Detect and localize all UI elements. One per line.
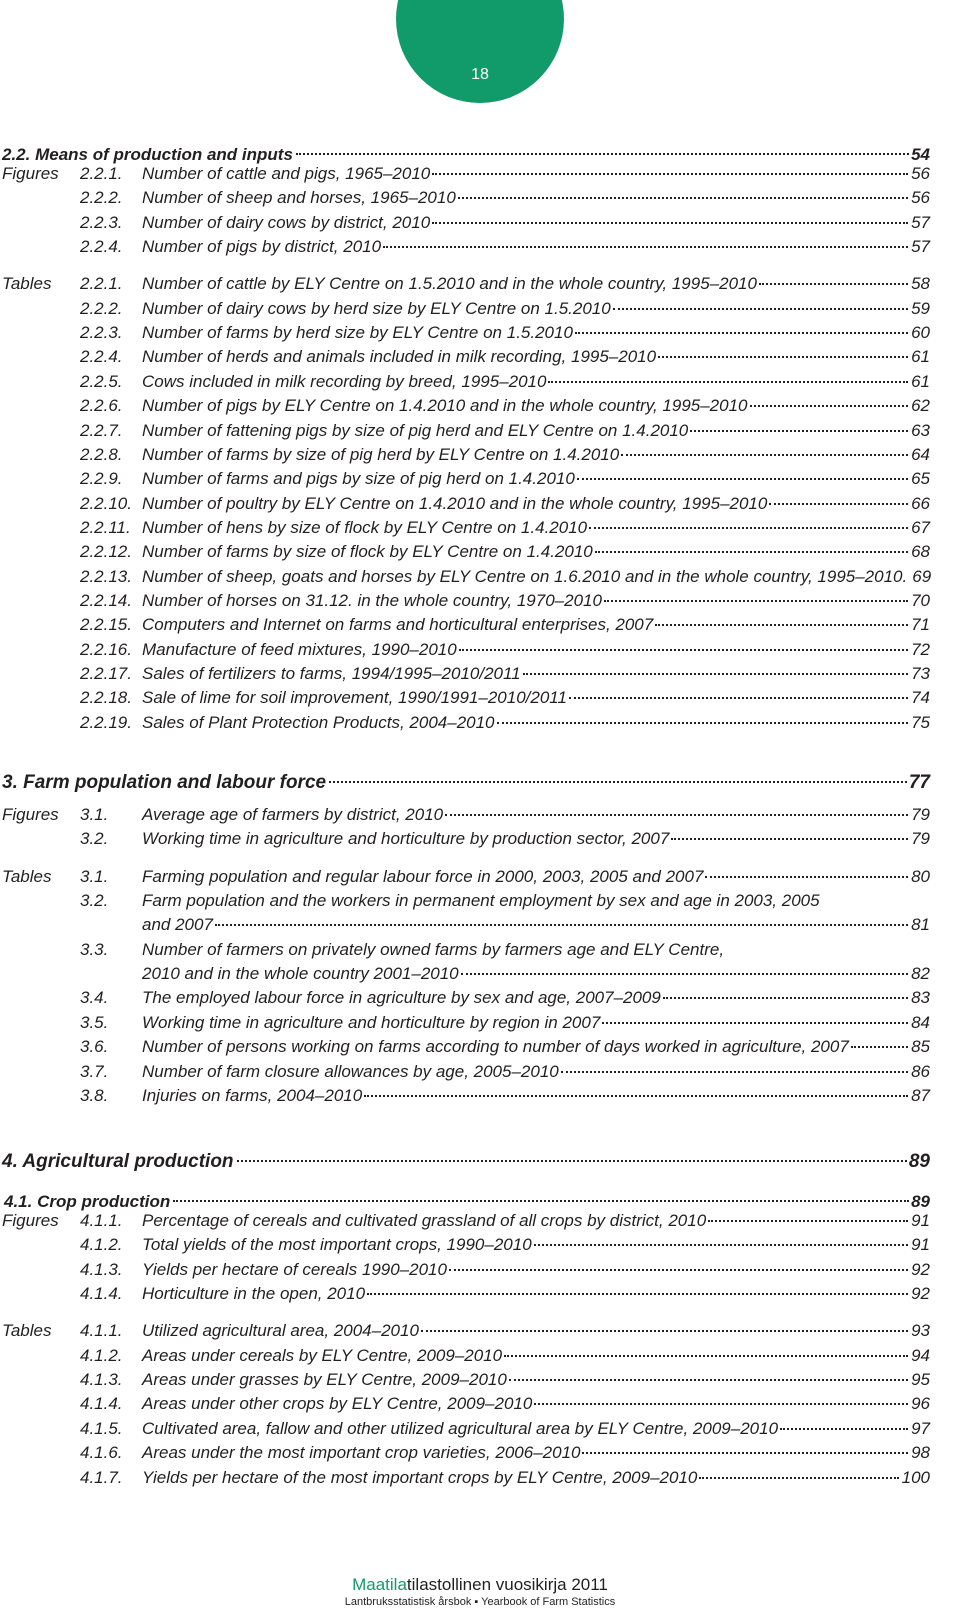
entry-number: 4.1.6. xyxy=(80,1443,123,1463)
entry-number: 2.2.11. xyxy=(80,517,131,537)
entry-leader xyxy=(142,347,930,367)
entry-title: Number of pigs by district, 2010 xyxy=(142,237,382,257)
toc-entry[interactable] xyxy=(0,494,960,516)
entry-title: Computers and Internet on farms and horticultural enterprises, 2007 xyxy=(142,615,654,635)
toc-entry[interactable] xyxy=(0,615,960,637)
entry-number: 2.2.5. xyxy=(80,371,123,391)
entry-leader xyxy=(142,421,930,441)
toc-entry[interactable] xyxy=(0,664,960,686)
entry-number: 4.1.5. xyxy=(80,1418,123,1438)
toc-entry[interactable] xyxy=(0,1284,960,1306)
section-heading-title: 3. Farm population and labour force xyxy=(2,772,327,793)
toc-entry[interactable] xyxy=(0,1086,960,1108)
entry-leader xyxy=(142,640,930,660)
page-number: 18 xyxy=(471,66,489,83)
dot-leader xyxy=(604,600,908,602)
dot-leader xyxy=(173,1200,909,1202)
toc-entry[interactable] xyxy=(0,688,960,710)
entry-number: 4.1.3. xyxy=(80,1259,123,1279)
toc-entry[interactable] xyxy=(0,567,960,589)
entry-title: Areas under cereals by ELY Centre, 2009–2010 xyxy=(142,1345,503,1365)
entry-page: 97 xyxy=(911,1418,930,1438)
entry-number: 4.1.2. xyxy=(80,1235,123,1255)
toc-entry[interactable] xyxy=(0,518,960,540)
entry-page: 81 xyxy=(911,915,930,935)
dot-leader xyxy=(534,1244,908,1246)
toc-entry[interactable] xyxy=(0,164,960,186)
category-label: Tables xyxy=(2,274,52,294)
entry-leader xyxy=(142,915,930,935)
entry-page: 74 xyxy=(911,688,930,708)
section-heading-page: 77 xyxy=(908,772,930,793)
entry-title: Number of horses on 31.12. in the whole country, 1970–2010 xyxy=(142,590,602,610)
entry-number: 4.1.2. xyxy=(80,1345,123,1365)
entry-title: Percentage of cereals and cultivated grassland of all crops by district, 2010 xyxy=(142,1211,707,1230)
category-label: Tables xyxy=(2,1321,52,1341)
entry-leader xyxy=(142,664,930,684)
entry-number: 3.3. xyxy=(80,939,109,959)
section-heading-leader xyxy=(2,772,930,794)
entry-leader xyxy=(142,188,930,208)
toc-entry[interactable] xyxy=(0,1370,960,1392)
entry-title: Areas under other crops by ELY Centre, 2009–2010 xyxy=(142,1394,533,1414)
dot-leader xyxy=(613,308,908,310)
entry-leader xyxy=(142,1284,930,1304)
section-heading-title: 4. Agricultural production xyxy=(2,1151,234,1172)
toc-entry[interactable] xyxy=(0,988,960,1010)
dot-leader xyxy=(851,1046,908,1048)
entry-title: Number of sheep, goats and horses by ELY Centre on 1.6.2010 and in the whole country, 1995–2010. xyxy=(142,566,908,586)
toc-entry[interactable] xyxy=(0,1037,960,1059)
dot-leader xyxy=(523,673,908,675)
entry-page: 64 xyxy=(911,444,930,464)
entry-title: Average age of farmers by district, 2010 xyxy=(142,805,444,824)
section-heading-title: 2.2. Means of production and inputs xyxy=(2,145,293,164)
entry-title: Total yields of the most important crops, 1990–2010 xyxy=(142,1235,532,1255)
dot-leader xyxy=(421,1330,908,1332)
entry-page: 59 xyxy=(911,298,930,318)
dot-leader xyxy=(432,222,908,224)
dot-leader xyxy=(364,1095,908,1097)
entry-page: 82 xyxy=(911,964,930,984)
entry-number: 2.2.10. xyxy=(80,493,132,513)
dot-leader xyxy=(367,1293,908,1295)
entry-number: 2.2.15. xyxy=(80,615,132,635)
footer-brand-rest: tilastollinen vuosikirja 2011 xyxy=(406,1575,608,1594)
entry-leader xyxy=(142,469,930,489)
toc-entry[interactable] xyxy=(0,1443,960,1465)
entry-number: 3.5. xyxy=(80,1012,109,1032)
toc-entry[interactable] xyxy=(0,188,960,210)
entry-title: Injuries on farms, 2004–2010 xyxy=(142,1085,363,1105)
entry-page: 87 xyxy=(911,1085,930,1105)
entry-leader xyxy=(142,323,930,343)
entry-title: Cows included in milk recording by breed, 1995–2010 xyxy=(142,371,547,391)
toc-entry[interactable] xyxy=(0,347,960,369)
dot-leader xyxy=(582,1452,908,1454)
entry-number: 2.2.9. xyxy=(80,469,123,489)
toc-entry[interactable] xyxy=(0,445,960,467)
entry-number: 3.6. xyxy=(80,1037,109,1057)
toc-entry[interactable] xyxy=(0,1235,960,1257)
entry-title: Number of sheep and horses, 1965–2010 xyxy=(142,188,456,208)
entry-leader xyxy=(142,964,930,984)
entry-leader xyxy=(142,542,930,562)
entry-page: 56 xyxy=(911,164,930,183)
entry-number: 4.1.1. xyxy=(80,1321,123,1341)
entry-page: 91 xyxy=(911,1235,930,1255)
entry-title: Cultivated area, fallow and other utilized agricultural area by ELY Centre, 2009–2010 xyxy=(142,1418,779,1438)
entry-leader xyxy=(142,1468,930,1488)
entry-number: 4.1.4. xyxy=(80,1284,123,1304)
toc-entry[interactable] xyxy=(0,867,960,889)
entry-leader xyxy=(142,1443,930,1463)
entry-title: Number of farms by herd size by ELY Centre on 1.5.2010 xyxy=(142,323,573,343)
entry-number: 4.1.1. xyxy=(80,1211,123,1230)
entry-leader xyxy=(142,567,930,587)
toc-entry[interactable] xyxy=(0,1321,960,1343)
toc-entry[interactable] xyxy=(0,591,960,613)
entry-page: 62 xyxy=(911,396,930,416)
dot-leader xyxy=(383,246,908,248)
entry-leader xyxy=(142,518,930,538)
entry-number: 2.2.12. xyxy=(80,542,132,562)
dot-leader xyxy=(569,697,908,699)
toc-entry[interactable] xyxy=(0,1211,960,1233)
footer-brand-green: Maatila xyxy=(352,1575,407,1594)
dot-leader xyxy=(215,924,908,926)
category-label: Figures xyxy=(2,164,59,183)
entry-title: Number of farms by size of pig herd by ELY Centre on 1.4.2010 xyxy=(142,444,620,464)
entry-leader xyxy=(142,396,930,416)
entry-leader xyxy=(142,713,930,733)
entry-number: 2.2.13. xyxy=(80,566,132,586)
entry-page: 93 xyxy=(911,1321,930,1341)
entry-leader xyxy=(142,1013,930,1033)
dot-leader xyxy=(595,551,908,553)
entry-number: 4.1.4. xyxy=(80,1394,123,1414)
entry-title: Areas under the most important crop varieties, 2006–2010 xyxy=(142,1443,581,1463)
footer-title xyxy=(0,1575,960,1595)
entry-leader xyxy=(142,237,930,257)
entry-leader xyxy=(142,1394,930,1414)
toc-entry[interactable] xyxy=(0,640,960,662)
entry-page: 61 xyxy=(911,371,930,391)
entry-page: 83 xyxy=(911,988,930,1008)
entry-page: 80 xyxy=(911,866,930,886)
entry-title-line: Farm population and the workers in permanent employment by sex and age in 2003, 2005 xyxy=(142,891,820,911)
entry-title: Working time in agriculture and horticulture by production sector, 2007 xyxy=(142,829,670,849)
dot-leader xyxy=(575,332,908,334)
dot-leader xyxy=(459,649,908,651)
dot-leader xyxy=(561,1071,908,1073)
dot-leader xyxy=(690,430,908,432)
entry-leader xyxy=(142,867,930,887)
entry-page: 61 xyxy=(911,347,930,367)
entry-leader xyxy=(142,372,930,392)
entry-number: 3.4. xyxy=(80,988,109,1008)
entry-page: 92 xyxy=(911,1284,930,1304)
entry-title: 2010 and in the whole country 2001–2010 xyxy=(142,964,459,984)
entry-number: 2.2.14. xyxy=(80,590,132,610)
toc-entry[interactable] xyxy=(0,1013,960,1035)
entry-page: 65 xyxy=(911,469,930,489)
dot-leader xyxy=(445,814,908,816)
entry-title: Number of dairy cows by herd size by ELY Centre on 1.5.2010 xyxy=(142,298,611,318)
entry-title: Sale of lime for soil improvement, 1990/1991–2010/2011 xyxy=(142,688,567,708)
dot-leader xyxy=(663,997,908,999)
entry-page: 85 xyxy=(911,1037,930,1057)
entry-page: 63 xyxy=(911,420,930,440)
section-heading-page: 54 xyxy=(911,145,930,164)
entry-leader xyxy=(142,494,930,514)
dot-leader xyxy=(671,838,908,840)
entry-page: 86 xyxy=(911,1061,930,1081)
dot-leader xyxy=(750,405,909,407)
section-heading-title: 4.1. Crop production xyxy=(4,1192,171,1211)
dot-leader xyxy=(769,503,908,505)
entry-leader xyxy=(142,988,930,1008)
toc-entry[interactable] xyxy=(0,237,960,259)
entry-leader xyxy=(142,1419,930,1439)
toc-entry[interactable] xyxy=(0,1419,960,1441)
entry-title: Working time in agriculture and horticulture by region in 2007 xyxy=(142,1012,601,1032)
entry-title: Yields per hectare of the most important crops by ELY Centre, 2009–2010 xyxy=(142,1467,698,1487)
entry-leader xyxy=(142,1211,930,1231)
entry-title: Manufacture of feed mixtures, 1990–2010 xyxy=(142,639,457,659)
section-heading-page: 89 xyxy=(908,1151,930,1172)
toc-entry[interactable] xyxy=(0,1062,960,1084)
entry-number: 3.8. xyxy=(80,1085,109,1105)
dot-leader xyxy=(699,1477,898,1479)
entry-page: 72 xyxy=(911,639,930,659)
entry-page: 100 xyxy=(901,1467,930,1487)
category-label: Tables xyxy=(2,866,52,886)
entry-leader xyxy=(142,1037,930,1057)
footer-subtitle: Lantbruksstatistisk årsbok ▪ Yearbook of Farm Statistics xyxy=(344,1596,616,1608)
entry-page: 60 xyxy=(911,323,930,343)
toc-entry[interactable] xyxy=(0,274,960,296)
entry-leader xyxy=(142,829,930,849)
section-heading-leader xyxy=(2,1151,930,1173)
entry-title: Number of hens by size of flock by ELY Centre on 1.4.2010 xyxy=(142,517,588,537)
entry-title: Number of poultry by ELY Centre on 1.4.2010 and in the whole country, 1995–2010 xyxy=(142,493,768,513)
entry-title: Number of farm closure allowances by age, 2005–2010 xyxy=(142,1061,559,1081)
entry-page: 70 xyxy=(911,590,930,610)
entry-number: 3.1. xyxy=(80,805,109,824)
entry-page: 69 xyxy=(912,566,932,586)
entry-title: Number of fattening pigs by size of pig herd and ELY Centre on 1.4.2010 xyxy=(142,420,689,440)
dot-leader xyxy=(237,1160,907,1162)
toc-entry[interactable] xyxy=(0,1468,960,1490)
toc-entry[interactable] xyxy=(0,805,960,827)
section-heading-leader xyxy=(4,1192,930,1212)
entry-number: 4.1.3. xyxy=(80,1370,123,1390)
entry-title: Farming population and regular labour force in 2000, 2003, 2005 and 2007 xyxy=(142,866,704,886)
dot-leader xyxy=(577,478,908,480)
entry-leader xyxy=(142,164,930,184)
entry-title: Number of farms by size of flock by ELY Centre on 1.4.2010 xyxy=(142,542,593,562)
dot-leader xyxy=(534,1403,908,1405)
entry-number: 2.2.1. xyxy=(80,274,123,294)
dot-leader xyxy=(780,1428,908,1430)
toc-entry[interactable] xyxy=(0,299,960,321)
category-label: Figures xyxy=(2,805,59,824)
dot-leader xyxy=(621,454,908,456)
entry-leader xyxy=(142,274,930,294)
toc-entry[interactable] xyxy=(0,713,960,735)
entry-page: 96 xyxy=(911,1394,930,1414)
page-number-badge xyxy=(396,0,564,103)
toc-entry[interactable] xyxy=(0,1260,960,1282)
entry-leader xyxy=(142,1346,930,1366)
entry-leader xyxy=(142,1086,930,1106)
entry-number: 2.2.16. xyxy=(80,639,132,659)
entry-leader xyxy=(142,615,930,635)
toc-entry[interactable] xyxy=(0,891,960,935)
toc-entry[interactable] xyxy=(0,372,960,394)
entry-number: 2.2.4. xyxy=(80,237,123,257)
entry-page: 66 xyxy=(911,493,930,513)
entry-title: Number of herds and animals included in milk recording, 1995–2010 xyxy=(142,347,657,367)
entry-number: 3.1. xyxy=(80,866,109,886)
entry-title: Sales of Plant Protection Products, 2004–2010 xyxy=(142,712,495,732)
entry-page: 58 xyxy=(911,274,930,294)
dot-leader xyxy=(655,624,908,626)
entry-page: 94 xyxy=(911,1345,930,1365)
dot-leader xyxy=(589,527,908,529)
entry-leader xyxy=(142,445,930,465)
entry-page: 92 xyxy=(911,1259,930,1279)
toc-entry[interactable] xyxy=(0,469,960,491)
entry-number: 2.2.6. xyxy=(80,396,123,416)
section-heading-page: 89 xyxy=(911,1192,930,1211)
entry-leader xyxy=(142,591,930,611)
entry-number: 2.2.3. xyxy=(80,323,123,343)
entry-number: 3.2. xyxy=(80,829,109,849)
dot-leader xyxy=(461,973,908,975)
dot-leader xyxy=(509,1379,908,1381)
entry-number: 4.1.7. xyxy=(80,1467,123,1487)
toc-entry[interactable] xyxy=(0,396,960,418)
dot-leader xyxy=(504,1355,908,1357)
entry-number: 2.2.3. xyxy=(80,212,123,232)
dot-leader xyxy=(296,153,909,155)
toc-entry[interactable] xyxy=(0,829,960,851)
dot-leader xyxy=(329,781,907,783)
entry-page: 67 xyxy=(911,517,930,537)
entry-title: Number of cattle and pigs, 1965–2010 xyxy=(142,164,431,183)
entry-leader xyxy=(142,688,930,708)
toc-entry[interactable] xyxy=(0,939,960,984)
dot-leader xyxy=(705,876,908,878)
entry-number: 2.2.17. xyxy=(80,664,132,683)
entry-title: Utilized agricultural area, 2004–2010 xyxy=(142,1321,419,1341)
entry-leader xyxy=(142,1321,930,1341)
section-heading-leader xyxy=(2,145,930,165)
entry-title: and 2007 xyxy=(142,915,213,935)
entry-number: 2.2.8. xyxy=(80,444,123,464)
entry-number: 2.2.18. xyxy=(80,688,132,708)
toc-entry[interactable] xyxy=(0,213,960,235)
entry-page: 79 xyxy=(911,805,930,824)
entry-number: 3.2. xyxy=(80,891,109,911)
entry-page: 75 xyxy=(911,712,930,732)
entry-leader xyxy=(142,1062,930,1082)
entry-page: 68 xyxy=(911,542,930,562)
dot-leader xyxy=(708,1220,908,1222)
entry-leader xyxy=(142,1370,930,1390)
toc-entry[interactable] xyxy=(0,421,960,443)
dot-leader xyxy=(432,173,908,175)
entry-title: Sales of fertilizers to farms, 1994/1995–2010/2011 xyxy=(142,664,521,683)
dot-leader xyxy=(458,197,908,199)
entry-number: 2.2.2. xyxy=(80,188,123,208)
entry-page: 84 xyxy=(911,1012,930,1032)
toc-entry[interactable] xyxy=(0,1346,960,1368)
entry-page: 73 xyxy=(911,664,930,683)
dot-leader xyxy=(658,356,908,358)
entry-leader xyxy=(142,1260,930,1280)
entry-number: 3.7. xyxy=(80,1061,109,1081)
dot-leader xyxy=(548,381,908,383)
toc-entry[interactable] xyxy=(0,323,960,345)
entry-page: 57 xyxy=(911,212,930,232)
entry-number: 2.2.19. xyxy=(80,712,132,732)
dot-leader xyxy=(449,1269,908,1271)
dot-leader xyxy=(759,283,908,285)
entry-title: Number of persons working on farms according to number of days worked in agriculture, 2007 xyxy=(142,1037,849,1057)
entry-page: 95 xyxy=(911,1370,930,1390)
entry-leader xyxy=(142,805,930,825)
entry-title: Horticulture in the open, 2010 xyxy=(142,1284,366,1304)
entry-page: 56 xyxy=(911,188,930,208)
entry-number: 2.2.2. xyxy=(80,298,123,318)
entry-number: 2.2.7. xyxy=(80,420,123,440)
entry-leader xyxy=(142,299,930,319)
entry-title: Number of farms and pigs by size of pig herd on 1.4.2010 xyxy=(142,469,575,489)
entry-page: 71 xyxy=(911,615,930,635)
entry-page: 79 xyxy=(911,829,930,849)
entry-page: 57 xyxy=(911,237,930,257)
entry-title: Areas under grasses by ELY Centre, 2009–2010 xyxy=(142,1370,507,1390)
entry-title: Yields per hectare of cereals 1990–2010 xyxy=(142,1259,447,1279)
dot-leader xyxy=(602,1022,908,1024)
entry-page: 98 xyxy=(911,1443,930,1463)
toc-entry[interactable] xyxy=(0,542,960,564)
entry-number: 2.2.1. xyxy=(80,164,123,183)
entry-title: Number of pigs by ELY Centre on 1.4.2010 and in the whole country, 1995–2010 xyxy=(142,396,748,416)
entry-title-line: Number of farmers on privately owned farms by farmers age and ELY Centre, xyxy=(142,939,725,959)
entry-page: 91 xyxy=(911,1211,930,1230)
entry-title: The employed labour force in agriculture by sex and age, 2007–2009 xyxy=(142,988,661,1008)
dot-leader xyxy=(497,722,909,724)
entry-title: Number of dairy cows by district, 2010 xyxy=(142,212,431,232)
entry-leader xyxy=(142,213,930,233)
entry-number: 2.2.4. xyxy=(80,347,123,367)
category-label: Figures xyxy=(2,1211,59,1230)
entry-leader xyxy=(142,1235,930,1255)
toc-entry[interactable] xyxy=(0,1394,960,1416)
entry-title: Number of cattle by ELY Centre on 1.5.2010 and in the whole country, 1995–2010 xyxy=(142,274,757,294)
